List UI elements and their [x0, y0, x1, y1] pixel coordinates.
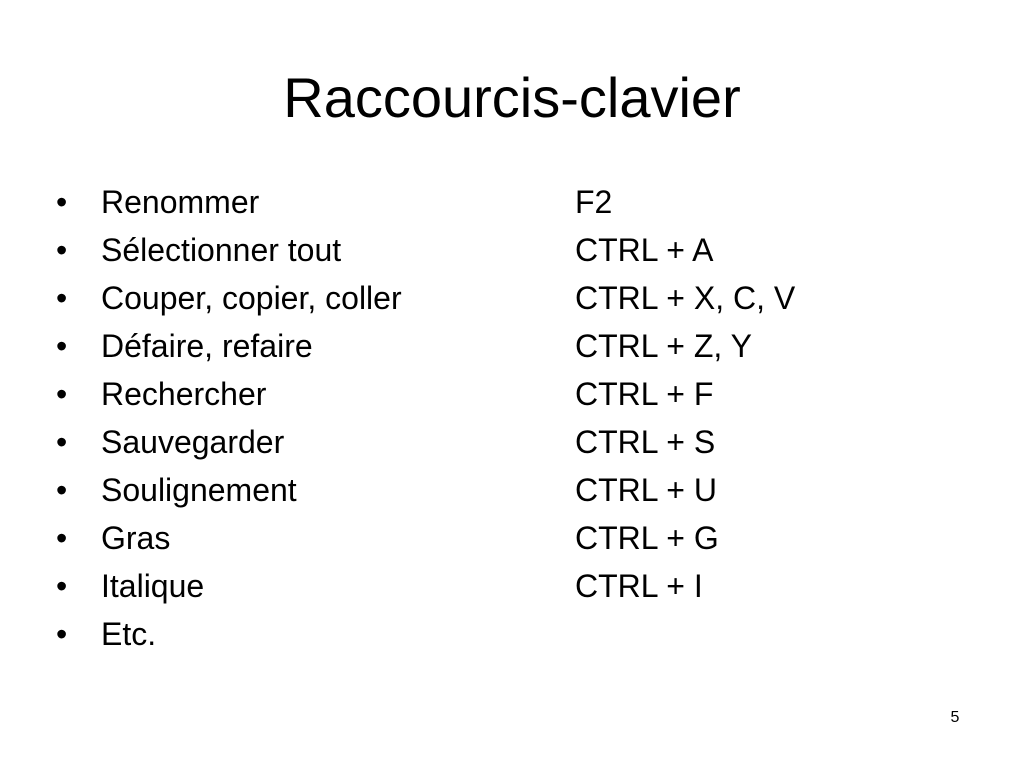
- list-item: [56, 226, 956, 274]
- bullet-icon: •: [56, 568, 68, 604]
- bullet-icon: •: [56, 328, 68, 364]
- bullet-icon: •: [56, 280, 68, 316]
- shortcut-label: CTRL + X, C, V: [575, 280, 796, 316]
- list-item: [56, 514, 956, 562]
- action-label: Etc.: [101, 616, 157, 652]
- shortcut-label: CTRL + U: [575, 472, 717, 508]
- bullet-icon: •: [56, 376, 68, 412]
- shortcut-label: CTRL + I: [575, 568, 703, 604]
- shortcut-label: CTRL + Z, Y: [575, 328, 752, 364]
- action-label: Soulignement: [101, 472, 297, 508]
- list-item: [56, 178, 956, 226]
- bullet-icon: •: [56, 424, 68, 460]
- list-item: [56, 370, 956, 418]
- shortcut-label: CTRL + S: [575, 424, 716, 460]
- shortcut-label: CTRL + G: [575, 520, 719, 556]
- slide-number: 5: [950, 709, 960, 726]
- action-label: Sauvegarder: [101, 424, 285, 460]
- action-label: Défaire, refaire: [101, 328, 313, 364]
- action-label: Couper, copier, coller: [101, 280, 402, 316]
- action-label: Sélectionner tout: [101, 232, 342, 268]
- list-item: [56, 274, 956, 322]
- bullet-icon: •: [56, 616, 68, 652]
- shortcut-list: [56, 178, 956, 658]
- list-item: [56, 610, 956, 658]
- action-label: Gras: [101, 520, 171, 556]
- action-label: Renommer: [101, 184, 260, 220]
- action-label: Rechercher: [101, 376, 267, 412]
- shortcut-label: CTRL + A: [575, 232, 714, 268]
- bullet-icon: •: [56, 184, 68, 220]
- list-item: [56, 418, 956, 466]
- bullet-icon: •: [56, 232, 68, 268]
- action-label: Italique: [101, 568, 205, 604]
- list-item: [56, 562, 956, 610]
- bullet-icon: •: [56, 472, 68, 508]
- list-item: [56, 466, 956, 514]
- list-item: [56, 322, 956, 370]
- slide-title: Raccourcis-clavier: [283, 66, 741, 129]
- bullet-icon: •: [56, 520, 68, 556]
- shortcut-label: CTRL + F: [575, 376, 714, 412]
- shortcut-label: F2: [575, 184, 613, 220]
